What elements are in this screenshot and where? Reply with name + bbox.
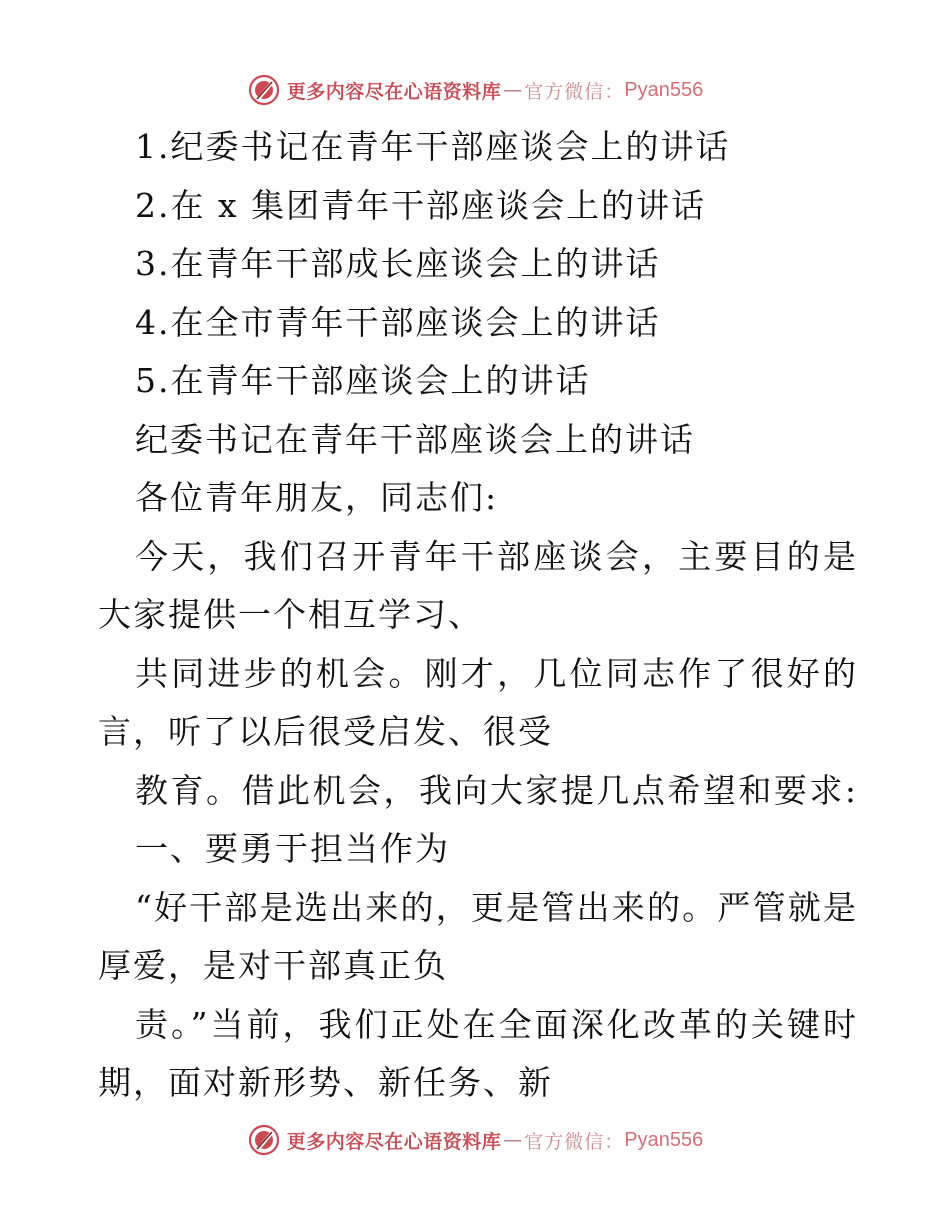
paragraph-line: 教育。借此机会，我向大家提几点希望和要求:: [135, 770, 858, 810]
banner-wechat-label: 官方微信：: [524, 80, 625, 103]
salutation: 各位青年朋友，同志们:: [135, 478, 499, 517]
toc-item: 4.在全市青年干部座谈会上的讲话: [135, 302, 661, 342]
paragraph-line: 期，面对新形势、新任务、新: [98, 1063, 553, 1102]
paragraph-line: 厚爱，是对干部真正负: [98, 946, 448, 985]
section-heading: 一、要勇于担当作为: [135, 829, 450, 868]
toc-item: 1.纪委书记在青年干部座谈会上的讲话: [135, 127, 731, 166]
banner-wechat-id: Pyan556: [624, 1128, 704, 1151]
paragraph-line: 今天，我们召开青年干部座谈会，主要目的是: [135, 536, 858, 576]
banner-title: 更多内容尽在心语资料库: [286, 1130, 502, 1153]
header-banner: [0, 70, 950, 110]
speech-title: 纪委书记在青年干部座谈会上的讲话: [135, 419, 695, 459]
paragraph-line: 大家提供一个相互学习、: [98, 595, 483, 634]
banner-wechat-id: Pyan556: [624, 78, 704, 101]
document-body: [98, 118, 858, 1113]
quill-pen-icon: [247, 73, 281, 107]
banner-separator: —: [503, 1129, 523, 1151]
paragraph-line: 责。”当前，我们正处在全面深化改革的关键时: [135, 1004, 858, 1044]
toc-item: 3.在青年干部成长座谈会上的讲话: [135, 244, 661, 283]
footer-banner: [0, 1120, 950, 1160]
banner-wechat-label: 官方微信：: [524, 1130, 625, 1153]
toc-item: 2.在 x 集团青年干部座谈会上的讲话: [135, 185, 707, 225]
banner-title: 更多内容尽在心语资料库: [286, 80, 502, 103]
banner-separator: —: [503, 79, 523, 101]
toc-item: 5.在青年干部座谈会上的讲话: [135, 361, 591, 400]
paragraph-line: “好干部是选出来的，更是管出来的。严管就是: [135, 887, 858, 927]
quill-pen-icon: [247, 1123, 281, 1157]
paragraph-line: 共同进步的机会。刚才，几位同志作了很好的: [135, 653, 858, 693]
paragraph-line: 言，听了以后很受启发、很受: [98, 712, 553, 751]
